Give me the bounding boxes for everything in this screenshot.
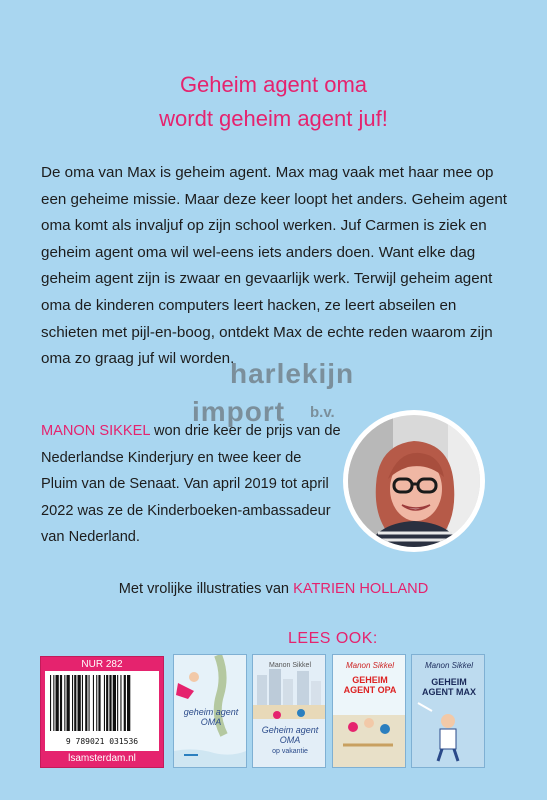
headline bbox=[0, 68, 547, 136]
book-3-title: GEHEIM AGENT OPA bbox=[343, 675, 397, 695]
watermark bbox=[180, 358, 400, 448]
illustrator-name: KATRIEN HOLLAND bbox=[293, 581, 429, 597]
nur-code: NUR 282 bbox=[81, 659, 123, 670]
book-4-author: Manon Sikkel bbox=[424, 661, 474, 670]
book-cover-2[interactable] bbox=[252, 654, 326, 768]
book-cover-1[interactable] bbox=[173, 654, 247, 768]
book-2-title: Geheim agent OMA bbox=[261, 725, 319, 745]
book-2-author: Manon Sikkel bbox=[268, 662, 312, 669]
isbn: 9 789021 031536 bbox=[65, 737, 139, 746]
headline-line-2: wordt geheim agent juf! bbox=[159, 106, 388, 131]
watermark-line-3: b.v. bbox=[310, 404, 335, 421]
barcode-block bbox=[40, 656, 164, 768]
barcode-bars bbox=[45, 671, 159, 735]
author-name: MANON SIKKEL bbox=[41, 423, 150, 439]
book-cover-3[interactable] bbox=[332, 654, 406, 768]
watermark-line-1: harlekijn bbox=[230, 358, 355, 389]
blurb-text: De oma van Max is geheim agent. Max mag vaak met haar mee op een geheime missie. Maar deze keer loopt het anders. Geheim agent oma komt als invaljuf op zijn school werken. Juf Carmen is ziek en geheim agent oma wil wel-eens iets anders doen. Want elke dag geheim agent zijn is zwaar en gevaarlijk werk. Terwijl geheim agent oma de kinderen computers leert hacken, ze leert abseilen en schieten met pijl-en-boog, ontdekt Max de echte reden waarom zijn oma zo graag juf wil worden. bbox=[41, 164, 508, 368]
book-cover-4[interactable] bbox=[411, 654, 485, 768]
book-2-subtitle: op vakantie bbox=[272, 748, 308, 755]
book-3-author: Manon Sikkel bbox=[345, 661, 395, 670]
illustrations-credit bbox=[0, 581, 547, 597]
barcode bbox=[45, 671, 159, 751]
publisher-website: lsamsterdam.nl bbox=[68, 753, 136, 764]
author-bio-text: won drie keer de prijs van de Nederlandse Kinderjury en twee keer de Pluim van de Senaat. Van april 2019 tot april 2022 was ze de Kinderboeken-ambassadeur van Nederland. bbox=[41, 423, 341, 545]
book-4-title: GEHEIM AGENT MAX bbox=[422, 677, 476, 697]
lees-ook-heading: LEES OOK: bbox=[288, 630, 378, 647]
book-3-illustration bbox=[333, 655, 405, 767]
watermark-line-2: import bbox=[192, 396, 286, 427]
book-1-title: geheim agent OMA bbox=[183, 707, 239, 727]
book-4-illustration bbox=[412, 655, 484, 767]
headline-line-1: Geheim agent oma bbox=[179, 72, 368, 97]
illustrations-prefix: Met vrolijke illustraties van bbox=[118, 581, 294, 597]
